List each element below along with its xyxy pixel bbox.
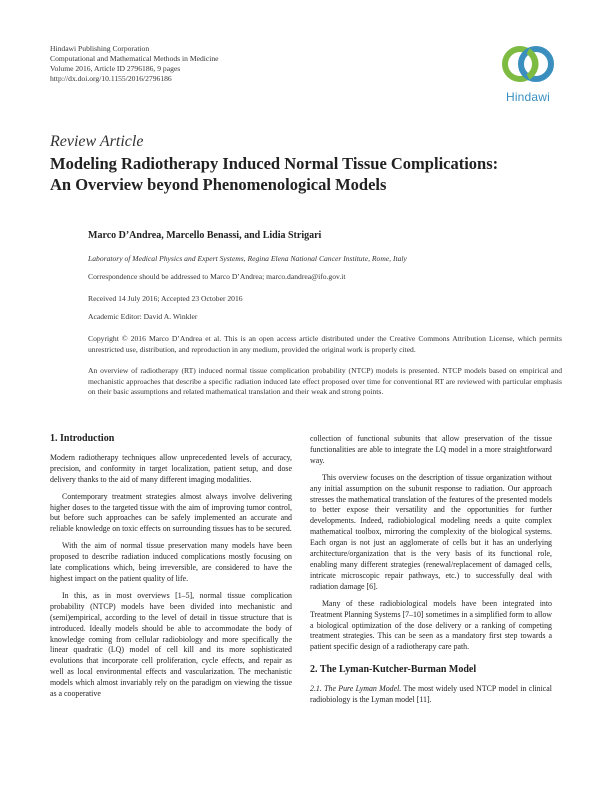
title-line-1: Modeling Radiotherapy Induced Normal Tissue Complications: [50,154,499,173]
intro-paragraph-1: Modern radiotherapy techniques allow unprecedented levels of accuracy, precision, and conformity in target localization, patient setup, and dose delivery thanks to the aid of many different imaging modalities. [50,452,292,484]
title-line-2: An Overview beyond Phenomenological Models [50,175,387,194]
intro-paragraph-4: In this, as in most overviews [1–5], normal tissue complication probability (NTCP) models have been divided into mechanistic and (semi)empirical, according to the level of detail in tissue structure that is introduced. Ideally models should be able to accommodate the body of knowledge coming from cellular radiobiology and more specifically the linear quadratic (LQ) model of cell kill and its more sophisticated evolutions that incorporate cell proliferation, cycle effects, and repair as well as local environmental effects and vascularization. The mechanistic models which almost invariably rely on the paradigm on viewing the tissue as a cooperative [50,590,292,699]
intro-paragraph-6: Many of these radiobiological models have been integrated into Treatment Planning Systems [7–10] sometimes in a simplified form to allow a biological optimization of the dose delivery or a ranking of competing treatment strategies. This can be seen as a mandatory first step towards a patient specific design of a radiotherapy care path. [310,598,552,652]
intro-paragraph-continued: collection of functional subunits that allow preservation of the tissue functionalities are able to integrate the LQ model in a more straightforward way. [310,434,552,465]
volume-line: Volume 2016, Article ID 2796186, 9 pages [50,64,181,73]
intro-paragraph-5: This overview focuses on the description of tissue organization without any initial assumption on the subunit response to radiation. Our approach stresses the mathematical translation of the features of the presented models to better expose their versatility and the opportunities for further developments. Indeed, radiobiological modeling needs a quite complex mathematical toolbox, mirroring the complexity of the biological systems. Each organ is not just an agglomerate of cells but it has an underlying architecture/organization that is the very basis of its functional role, enabling many different strategies (renewal/replacement of damaged cells, intricate microscopic repair pathways, etc.) to successfully deal with radiation damage [6]. [310,472,552,591]
hindawi-rings-logo-icon [495,40,561,88]
academic-editor: Academic Editor: David A. Winkler [88,312,198,321]
received-dates: Received 14 July 2016; Accepted 23 October 2016 [88,294,243,303]
paper-title [50,153,570,195]
hindawi-wordmark: Hindawi [505,90,551,104]
intro-paragraph-3: With the aim of normal tissue preservation many models have been proposed to describe radiation induced complications mostly focusing on late complications which, being irreversible, are considered to have the highest impact on the patient quality of life. [50,541,292,583]
subsection-paragraph [310,684,552,706]
hindawi-logo [495,40,561,108]
left-column [50,434,292,706]
section-heading-introduction: 1. Introduction [50,433,115,444]
article-type: Review Article [50,133,144,150]
intro-paragraph-2: Contemporary treatment strategies almost always involve delivering higher doses to the targeted tissue with the aim of improving tumor control, but before such approaches can be safely implemented an accurate and reliable knowledge on toxic effects on surrounding tissues has to be secured. [50,491,292,534]
copyright-notice: Copyright © 2016 Marco D’Andrea et al. This is an open access article distributed under the Creative Commons Attribution License, which permits unrestricted use, distribution, and reproduction in any medium, provided the original work is properly cited. [88,334,562,354]
publisher: Hindawi Publishing Corporation [50,44,150,53]
section-heading-lkb-model: 2. The Lyman-Kutcher-Burman Model [310,664,477,676]
affiliation: Laboratory of Medical Physics and Expert Systems, Regina Elena National Cancer Institute, Rome, Italy [88,254,407,263]
abstract: An overview of radiotherapy (RT) induced normal tissue complication probability (NTCP) models is presented. NTCP models based on empirical and mechanistic approaches that describe a specific radiation induced late effect proposed over time for conventional RT are reviewed with particular emphasis on their basic assumptions and related mathematical translation and their weak and strong points. [88,366,562,396]
author-list: Marco D’Andrea, Marcello Benassi, and Lidia Strigari [88,230,322,241]
subsection-heading: 2.1. The Pure Lyman Model. [310,684,402,694]
right-column [310,434,552,712]
journal-name: Computational and Mathematical Methods in Medicine [50,54,219,63]
correspondence: Correspondence should be addressed to Marco D’Andrea; marco.dandrea@ifo.gov.it [88,272,346,281]
doi-link[interactable]: http://dx.doi.org/10.1155/2016/2796186 [50,74,172,83]
journal-header [50,44,219,84]
subsection-text: The most widely used NTCP model in clinical radiobiology is the Lyman model [11]. [310,684,552,705]
